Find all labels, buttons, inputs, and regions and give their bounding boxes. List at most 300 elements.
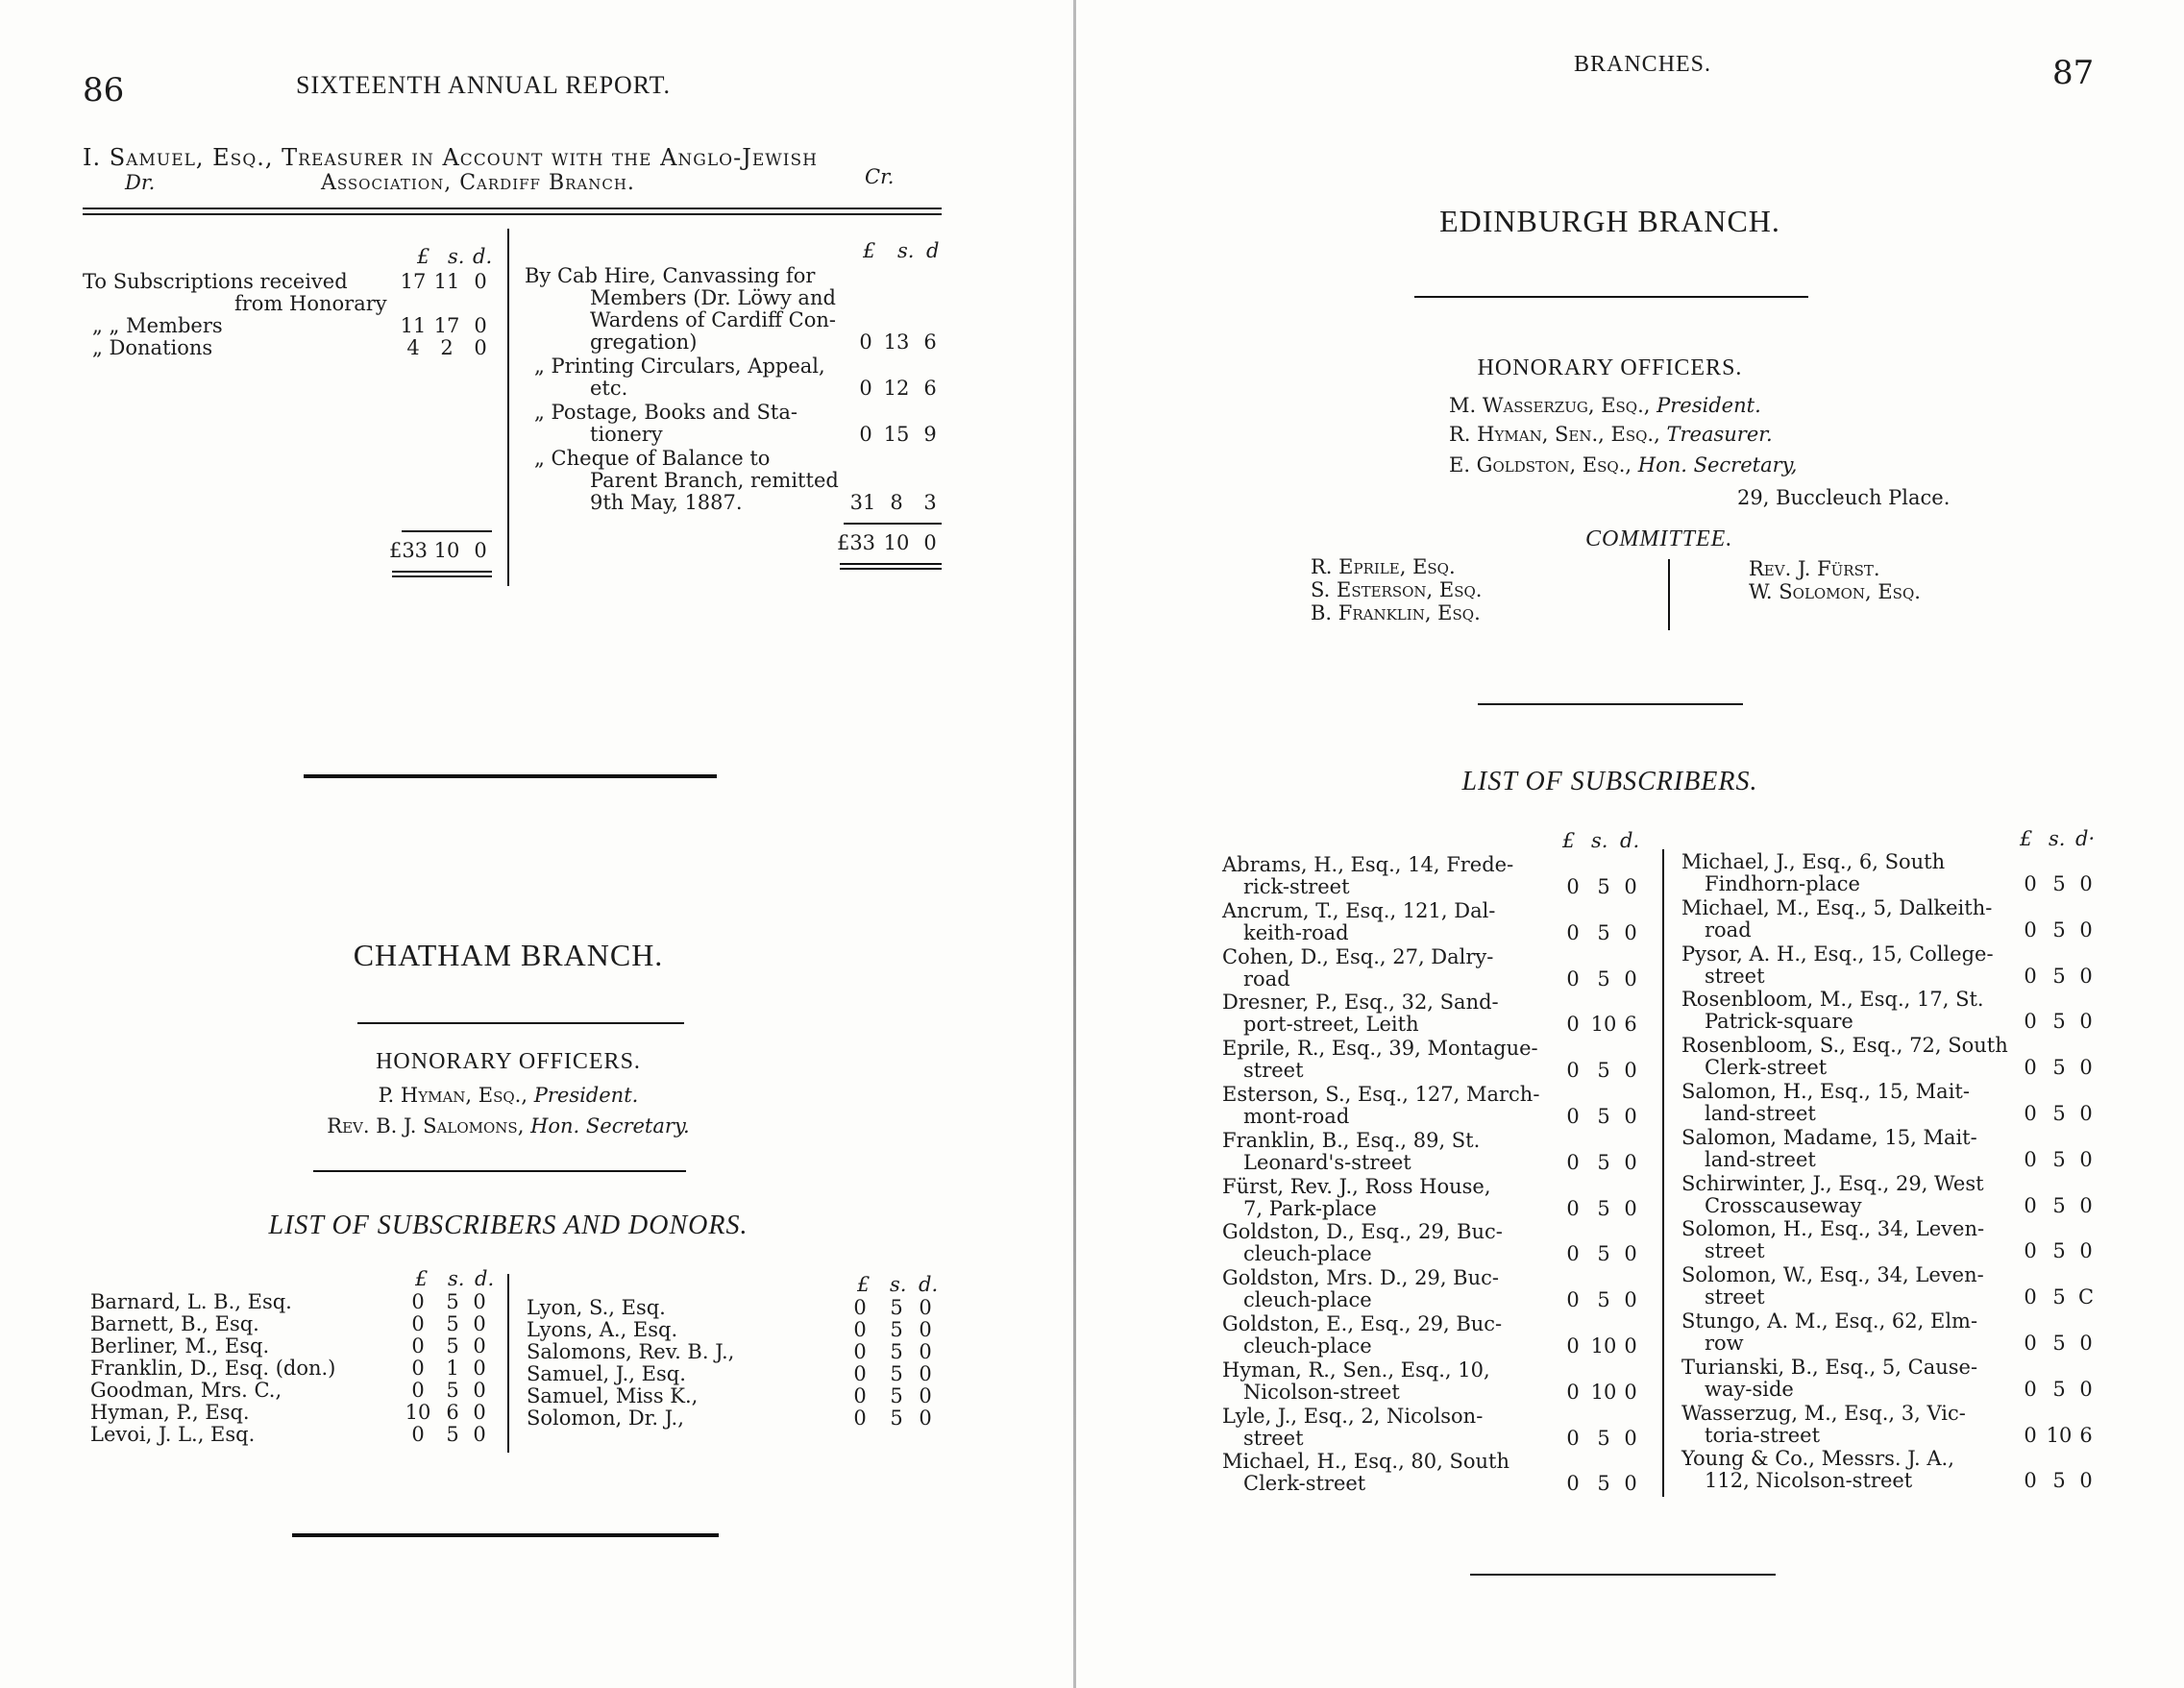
amount-pounds: 0 (1566, 875, 1580, 898)
amount-shillings: 5 (2052, 872, 2066, 895)
subscriber-name: Barnard, L. B., Esq. (90, 1290, 292, 1313)
subscriber-address: land-street (1705, 1147, 1816, 1171)
amount-pence: 0 (2079, 1056, 2093, 1080)
amount-shillings: 5 (890, 1407, 903, 1430)
amount-pence: 0 (1624, 1472, 1637, 1496)
officer-role: President. (533, 1084, 639, 1107)
debit-shillings: 2 (440, 336, 454, 359)
subscriber-name: Barnett, B., Esq. (90, 1312, 259, 1335)
committee-left-column (1311, 555, 1482, 624)
edinburgh-title-rule (1414, 296, 1808, 298)
account-cr-label: Cr. (865, 165, 895, 188)
amount-pence: 0 (2079, 872, 2093, 895)
subscriber-name: Hyman, R., Sen., Esq., 10, (1222, 1358, 1490, 1382)
amount-pounds: 0 (2024, 1423, 2037, 1447)
subscriber-address: 7, Park-place (1243, 1196, 1377, 1220)
amount-pounds: 0 (853, 1407, 867, 1430)
amount-pounds: 0 (853, 1296, 867, 1319)
amount-shillings: 5 (890, 1318, 903, 1341)
amount-pounds: 0 (853, 1318, 867, 1341)
amount-shillings: 5 (446, 1423, 459, 1446)
chatham-branch-title: CHATHAM BRANCH. (353, 938, 664, 972)
subscriber-address: street (1243, 1426, 1304, 1450)
credit-shillings: 12 (883, 377, 910, 400)
committee-member: W. Solomon, Esq. (1749, 580, 1921, 603)
debit-total-rule (402, 530, 492, 532)
amount-shillings: 5 (2052, 964, 2066, 988)
amount-pounds: 0 (2024, 1010, 2037, 1034)
page-end-rule (1470, 1574, 1776, 1576)
debit-pounds: 4 (406, 336, 420, 359)
credit-pounds: 0 (859, 423, 872, 446)
amount-shillings: 5 (1597, 966, 1610, 991)
account-heading-branch: Association, Cardiff Branch. (321, 171, 635, 195)
subscriber-name: Goldston, D., Esq., 29, Buc- (1222, 1220, 1503, 1244)
officer-role: Treasurer. (1666, 423, 1773, 446)
subscriber-address: Clerk-street (1705, 1056, 1828, 1080)
credit-line: „ Postage, Books and Sta- (534, 401, 798, 424)
amount-shillings: 10 (1590, 1380, 1617, 1404)
subscriber-address: 112, Nicolson-street (1705, 1469, 1913, 1493)
debit-line: To Subscriptions received (83, 270, 348, 293)
officer-name: E. Goldston, Esq., (1449, 453, 1632, 477)
subscriber-address: port-street, Leith (1243, 1013, 1419, 1037)
credit-total-pounds: £33 (836, 531, 876, 554)
amount-pence: 0 (473, 1334, 486, 1358)
credit-pounds: 0 (859, 377, 872, 400)
amount-pounds: 0 (2024, 1056, 2037, 1080)
amount-pence: 0 (2079, 1239, 2093, 1263)
debit-total-double-rule (392, 575, 492, 577)
credit-line: Wardens of Cardiff Con- (590, 308, 836, 331)
account-double-rule-top (83, 208, 942, 209)
subscriber-address: keith-road (1243, 920, 1349, 944)
subscriber-name: Salomon, Madame, 15, Mait- (1681, 1125, 1977, 1149)
currency-header-shillings: s. (2049, 827, 2066, 850)
amount-pence: 0 (473, 1312, 486, 1335)
debit-total-double-rule (392, 571, 492, 573)
subscriber-name: Goldston, E., Esq., 29, Buc- (1222, 1312, 1503, 1335)
credit-pounds: 31 (849, 491, 876, 514)
amount-pence: 0 (473, 1423, 486, 1446)
amount-pounds: 0 (1566, 920, 1580, 944)
amount-pence: 0 (1624, 920, 1637, 944)
subscriber-name: Young & Co., Messrs. J. A., (1681, 1447, 1954, 1471)
amount-pence: 6 (1624, 1013, 1637, 1037)
amount-shillings: 5 (2052, 1056, 2066, 1080)
subscriber-address: row (1705, 1332, 1744, 1355)
amount-pence: 6 (2079, 1423, 2093, 1447)
secretary-address: 29, Buccleuch Place. (1737, 486, 1951, 509)
amount-pounds: 0 (853, 1340, 867, 1363)
debit-total-pounds: £33 (388, 539, 429, 562)
amount-pence: 0 (473, 1379, 486, 1402)
subscriber-address: street (1705, 964, 1765, 988)
edinburgh-officer-president (1449, 394, 1761, 417)
subscriber-name: Lyon, S., Esq. (527, 1296, 666, 1319)
amount-shillings: 5 (2052, 917, 2066, 942)
debit-pence: 0 (474, 336, 487, 359)
amount-pence: 0 (2079, 1332, 2093, 1355)
amount-shillings: 5 (1597, 1105, 1610, 1128)
debit-shillings: 11 (433, 270, 460, 293)
officer-role: Hon. Secretary. (530, 1114, 690, 1138)
amount-pounds: 0 (2024, 1377, 2037, 1401)
currency-header-shillings: s. (448, 245, 465, 268)
amount-shillings: 5 (890, 1340, 903, 1363)
account-double-rule-bottom (83, 213, 942, 215)
subscriber-address: rick-street (1243, 875, 1350, 898)
subscriber-address: land-street (1705, 1102, 1816, 1125)
subscriber-name: Solomon, H., Esq., 34, Leven- (1681, 1217, 1985, 1241)
amount-pounds: 0 (411, 1290, 425, 1313)
subscriber-address: Clerk-street (1243, 1472, 1366, 1496)
debit-pence: 0 (474, 270, 487, 293)
amount-pence: 0 (2079, 1010, 2093, 1034)
credit-total-rule (844, 523, 942, 525)
debit-line: from Honorary (234, 292, 387, 315)
amount-pence: 0 (919, 1407, 932, 1430)
debit-shillings: 17 (433, 314, 460, 337)
amount-shillings: 5 (1597, 875, 1610, 898)
amount-pence: 0 (2079, 1102, 2093, 1125)
amount-pence: 0 (919, 1384, 932, 1407)
currency-header-pounds: £ (417, 245, 430, 268)
subscriber-name: Fürst, Rev. J., Ross House, (1222, 1174, 1491, 1198)
amount-shillings: 5 (1597, 1059, 1610, 1083)
credit-pence: 6 (923, 330, 937, 354)
debit-line: „ „ Members (92, 314, 223, 337)
amount-pounds: 0 (411, 1357, 425, 1380)
credit-line: „ Cheque of Balance to (534, 447, 771, 470)
credit-total-double-rule (840, 568, 942, 570)
committee-member: R. Eprile, Esq. (1311, 555, 1456, 578)
amount-pence: 0 (1624, 1196, 1637, 1220)
chatham-list-heading: LIST OF SUBSCRIBERS AND DONORS. (268, 1211, 748, 1240)
edinburgh-officer-treasurer (1449, 423, 1773, 446)
subscriber-name: Michael, H., Esq., 80, South (1222, 1450, 1510, 1474)
subscriber-name: Ancrum, T., Esq., 121, Dal- (1222, 898, 1496, 922)
officer-role: President. (1656, 394, 1761, 417)
credit-pence: 9 (923, 423, 937, 446)
amount-pence: 0 (919, 1340, 932, 1363)
amount-shillings: 5 (890, 1384, 903, 1407)
amount-pounds: 0 (1566, 1242, 1580, 1266)
amount-pounds: 0 (1566, 1334, 1580, 1358)
edinburgh-column-divider (1662, 849, 1664, 1497)
currency-header-pounds: £ (1562, 829, 1576, 852)
amount-pounds: 0 (2024, 872, 2037, 895)
subscriber-address: way-side (1705, 1377, 1794, 1401)
amount-pence: C (2077, 1285, 2095, 1309)
amount-pounds: 0 (1566, 1288, 1580, 1312)
page-end-rule (292, 1533, 719, 1537)
amount-shillings: 5 (2052, 1010, 2066, 1034)
amount-pence: 0 (919, 1318, 932, 1341)
credit-total-double-rule (840, 563, 942, 565)
amount-pounds: 10 (405, 1401, 431, 1424)
credit-shillings: 15 (883, 423, 910, 446)
subscriber-address: street (1243, 1059, 1304, 1083)
amount-pounds: 0 (2024, 1239, 2037, 1263)
subscriber-name: Samuel, J., Esq. (527, 1362, 686, 1385)
officer-name: Rev. B. J. Salomons, (327, 1114, 525, 1138)
page-number: 87 (2052, 54, 2095, 92)
credit-line: By Cab Hire, Canvassing for (525, 264, 816, 287)
account-dr-label: Dr. (125, 171, 156, 194)
debit-total-pence: 0 (474, 539, 487, 562)
amount-shillings: 5 (2052, 1193, 2066, 1217)
subscriber-name: Salomon, H., Esq., 15, Mait- (1681, 1080, 1970, 1103)
right-page (1074, 0, 2184, 1688)
amount-pence: 0 (1624, 1380, 1637, 1404)
subscriber-address: street (1705, 1285, 1765, 1309)
officer-name: R. Hyman, Sen., Esq., (1449, 423, 1660, 446)
currency-header-shillings: s. (897, 239, 915, 262)
amount-pounds: 0 (1566, 1105, 1580, 1128)
subscriber-name: Goldston, Mrs. D., 29, Buc- (1222, 1266, 1499, 1290)
credit-shillings: 8 (890, 491, 903, 514)
amount-pence: 0 (2079, 917, 2093, 942)
currency-header-pounds: £ (415, 1267, 429, 1290)
credit-line: gregation) (590, 330, 698, 354)
currency-header-pence: d· (2075, 827, 2096, 850)
chatham-title-rule (357, 1022, 684, 1024)
amount-shillings: 5 (446, 1312, 459, 1335)
currency-header-pence: d. (473, 245, 493, 268)
officer-name: P. Hyman, Esq., (378, 1084, 528, 1107)
section-separator-rule (304, 774, 717, 778)
committee-member: B. Franklin, Esq. (1311, 601, 1481, 624)
currency-header-pounds: £ (857, 1273, 871, 1296)
committee-heading: COMMITTEE. (1585, 526, 1733, 551)
amount-pence: 0 (2079, 1469, 2093, 1493)
amount-pounds: 0 (853, 1384, 867, 1407)
amount-pence: 0 (1624, 1242, 1637, 1266)
amount-shillings: 5 (2052, 1285, 2066, 1309)
amount-pence: 0 (1624, 875, 1637, 898)
credit-pounds: 0 (859, 330, 872, 354)
subscriber-name: Rosenbloom, S., Esq., 72, South (1681, 1034, 2008, 1058)
credit-pence: 6 (923, 377, 937, 400)
currency-header-pence: d (926, 239, 940, 262)
committee-member: S. Esterson, Esq. (1311, 578, 1483, 601)
amount-shillings: 5 (2052, 1332, 2066, 1355)
subscriber-address: cleuch-place (1243, 1334, 1372, 1358)
amount-pounds: 0 (411, 1334, 425, 1358)
committee-column-divider (1668, 559, 1670, 630)
amount-pence: 0 (1624, 1426, 1637, 1450)
amount-pounds: 0 (1566, 1150, 1580, 1174)
amount-pounds: 0 (2024, 964, 2037, 988)
subscriber-name: Cohen, D., Esq., 27, Dalry- (1222, 944, 1494, 968)
committee-right-column (1749, 557, 1921, 603)
amount-pence: 0 (1624, 1334, 1637, 1358)
amount-pence: 0 (2079, 1377, 2093, 1401)
subscriber-address: cleuch-place (1243, 1288, 1372, 1312)
amount-pounds: 0 (853, 1362, 867, 1385)
amount-pounds: 0 (2024, 1102, 2037, 1125)
amount-shillings: 10 (2046, 1423, 2073, 1447)
amount-pounds: 0 (1566, 1013, 1580, 1037)
credit-total-shillings: 10 (883, 531, 910, 554)
amount-pence: 0 (2079, 1193, 2093, 1217)
running-title: SIXTEENTH ANNUAL REPORT. (296, 71, 672, 99)
amount-pounds: 0 (411, 1312, 425, 1335)
amount-pounds: 0 (1566, 1426, 1580, 1450)
account-column-divider (507, 229, 509, 586)
amount-shillings: 5 (2052, 1147, 2066, 1171)
debit-pounds: 11 (400, 314, 427, 337)
credit-total-pence: 0 (923, 531, 937, 554)
amount-pence: 0 (473, 1290, 486, 1313)
credit-line: „ Printing Circulars, Appeal, (534, 355, 825, 378)
credit-shillings: 13 (883, 330, 910, 354)
chatham-officers-heading: HONORARY OFFICERS. (376, 1049, 641, 1074)
officer-name: M. Wasserzug, Esq., (1449, 394, 1651, 417)
amount-shillings: 10 (1590, 1334, 1617, 1358)
subscriber-name: Lyle, J., Esq., 2, Nicolson- (1222, 1404, 1484, 1428)
subscriber-name: Salomons, Rev. B. J., (527, 1340, 735, 1363)
amount-pence: 0 (1624, 1288, 1637, 1312)
amount-pounds: 0 (2024, 1469, 2037, 1493)
credit-line: Parent Branch, remitted (590, 469, 839, 492)
amount-shillings: 5 (2052, 1102, 2066, 1125)
amount-pence: 0 (1624, 966, 1637, 991)
subscriber-name: Michael, M., Esq., 5, Dalkeith- (1681, 895, 1993, 919)
chatham-officer-president (0, 1084, 1017, 1107)
subscriber-address: road (1705, 917, 1752, 942)
subscriber-address: Findhorn-place (1705, 872, 1860, 895)
edinburgh-officer-secretary (1449, 453, 1797, 477)
credit-line: Members (Dr. Löwy and (590, 286, 836, 309)
subscriber-name: Dresner, P., Esq., 32, Sand- (1222, 991, 1499, 1015)
amount-shillings: 5 (2052, 1469, 2066, 1493)
amount-pounds: 0 (1566, 1059, 1580, 1083)
subscriber-address: road (1243, 966, 1290, 991)
subscriber-address: Crosscauseway (1705, 1193, 1862, 1217)
amount-pence: 0 (919, 1296, 932, 1319)
currency-header-pence: d. (475, 1267, 495, 1290)
amount-pence: 0 (473, 1401, 486, 1424)
amount-shillings: 10 (1590, 1013, 1617, 1037)
amount-shillings: 5 (1597, 1472, 1610, 1496)
amount-shillings: 5 (1597, 1426, 1610, 1450)
currency-header-pence: d. (1620, 829, 1640, 852)
amount-pounds: 0 (1566, 1380, 1580, 1404)
amount-pounds: 0 (411, 1423, 425, 1446)
amount-shillings: 5 (1597, 920, 1610, 944)
chatham-column-divider (507, 1274, 509, 1453)
amount-shillings: 5 (1597, 1288, 1610, 1312)
amount-pence: 0 (473, 1357, 486, 1380)
amount-pence: 0 (919, 1362, 932, 1385)
subscriber-name: Franklin, D., Esq. (don.) (90, 1357, 336, 1380)
amount-pounds: 0 (1566, 966, 1580, 991)
amount-shillings: 5 (1597, 1242, 1610, 1266)
chatham-officer-secretary (0, 1114, 1017, 1138)
amount-shillings: 5 (2052, 1377, 2066, 1401)
subscriber-name: Rosenbloom, M., Esq., 17, St. (1681, 988, 1984, 1012)
credit-line: 9th May, 1887. (590, 491, 743, 514)
page-number: 86 (83, 71, 125, 110)
credit-line: etc. (590, 377, 628, 400)
amount-shillings: 5 (1597, 1150, 1610, 1174)
subscriber-name: Solomon, Dr. J., (527, 1407, 684, 1430)
subscriber-address: mont-road (1243, 1105, 1350, 1128)
subscriber-name: Lyons, A., Esq. (527, 1318, 678, 1341)
subscriber-name: Hyman, P., Esq. (90, 1401, 250, 1424)
currency-header-pence: d. (919, 1273, 939, 1296)
amount-pence: 0 (2079, 1147, 2093, 1171)
subscriber-name: Levoi, J. L., Esq. (90, 1423, 256, 1446)
subscriber-address: toria-street (1705, 1423, 1821, 1447)
amount-pounds: 0 (411, 1379, 425, 1402)
subscriber-address: Patrick-square (1705, 1010, 1853, 1034)
amount-shillings: 5 (2052, 1239, 2066, 1263)
account-heading: I. Samuel, Esq., Treasurer in Account with the Anglo-Jewish (83, 144, 818, 171)
debit-pounds: 17 (400, 270, 427, 293)
debit-total-shillings: 10 (433, 539, 460, 562)
amount-pounds: 0 (2024, 1332, 2037, 1355)
subscriber-name: Schirwinter, J., Esq., 29, West (1681, 1171, 1984, 1195)
currency-header-pounds: £ (2020, 827, 2033, 850)
credit-line: tionery (590, 423, 663, 446)
amount-shillings: 5 (1597, 1196, 1610, 1220)
committee-member: Rev. J. Fürst. (1749, 557, 1880, 580)
subscriber-address: cleuch-place (1243, 1242, 1372, 1266)
edinburgh-branch-title: EDINBURGH BRANCH. (1439, 204, 1780, 238)
edinburgh-officers-rule (1478, 703, 1743, 705)
subscriber-name: Michael, J., Esq., 6, South (1681, 850, 1946, 873)
amount-shillings: 1 (446, 1357, 459, 1380)
amount-shillings: 6 (446, 1401, 459, 1424)
credit-pence: 3 (923, 491, 937, 514)
amount-shillings: 5 (890, 1362, 903, 1385)
subscriber-name: Samuel, Miss K., (527, 1384, 699, 1407)
subscriber-name: Goodman, Mrs. C., (90, 1379, 282, 1402)
amount-shillings: 5 (890, 1296, 903, 1319)
amount-pounds: 0 (2024, 1147, 2037, 1171)
amount-pounds: 0 (2024, 1285, 2037, 1309)
amount-pounds: 0 (2024, 1193, 2037, 1217)
subscriber-address: street (1705, 1239, 1765, 1263)
edinburgh-officers-heading: HONORARY OFFICERS. (1477, 355, 1743, 380)
subscriber-name: Eprile, R., Esq., 39, Montague- (1222, 1037, 1538, 1061)
amount-pence: 0 (2079, 964, 2093, 988)
chatham-officers-rule (313, 1170, 686, 1172)
subscriber-name: Solomon, W., Esq., 34, Leven- (1681, 1263, 1984, 1287)
subscriber-name: Pysor, A. H., Esq., 15, College- (1681, 942, 1994, 966)
edinburgh-list-heading: LIST OF SUBSCRIBERS. (1461, 767, 1758, 796)
left-page (0, 0, 1074, 1688)
subscriber-name: Stungo, A. M., Esq., 62, Elm- (1681, 1309, 1978, 1333)
amount-pounds: 0 (1566, 1472, 1580, 1496)
currency-header-shillings: s. (890, 1273, 907, 1296)
amount-shillings: 5 (446, 1334, 459, 1358)
amount-pence: 0 (1624, 1150, 1637, 1174)
amount-shillings: 5 (446, 1379, 459, 1402)
officer-role: Hon. Secretary, (1637, 453, 1798, 477)
currency-header-pounds: £ (863, 239, 876, 262)
subscriber-address: Leonard's-street (1243, 1150, 1411, 1174)
subscriber-name: Berliner, M., Esq. (90, 1334, 270, 1358)
subscriber-address: Nicolson-street (1243, 1380, 1400, 1404)
subscriber-name: Abrams, H., Esq., 14, Frede- (1222, 853, 1514, 876)
amount-pounds: 0 (2024, 917, 2037, 942)
currency-header-shillings: s. (1591, 829, 1608, 852)
amount-pounds: 0 (1566, 1196, 1580, 1220)
